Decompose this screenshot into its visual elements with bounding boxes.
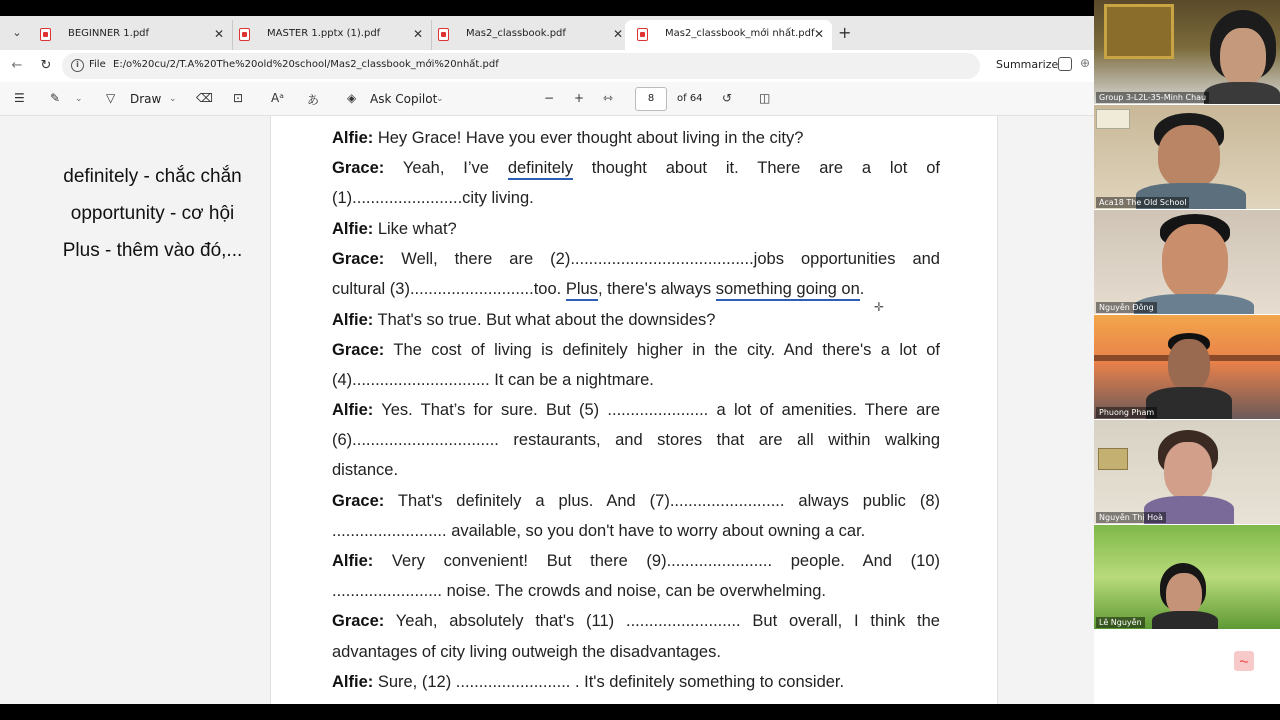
- back-arrow-icon[interactable]: ←: [11, 58, 23, 73]
- painting: [1104, 4, 1174, 59]
- zoom-in-icon[interactable]: +: [574, 91, 585, 105]
- line-text: Well, there are (2)........................................jobs opportunities and: [384, 250, 940, 268]
- dialogue-line: [332, 401, 940, 420]
- address-bar: [0, 50, 1094, 82]
- dialogue-line: [332, 492, 940, 511]
- face: [1158, 125, 1220, 189]
- page-view-icon[interactable]: ◫: [759, 91, 771, 105]
- note-line: opportunity - cơ hội: [70, 203, 235, 224]
- tab-list-chevron-icon[interactable]: ⌄: [12, 26, 22, 39]
- pdf-page: [270, 116, 998, 704]
- text-box-icon[interactable]: ⊡: [233, 91, 244, 105]
- ask-copilot-button[interactable]: Ask Copilot: [370, 92, 438, 106]
- tab-label: MASTER 1.pptx (1).pdf: [267, 28, 381, 39]
- line-text: Yeah, I’ve: [384, 159, 508, 177]
- participant-name: Nguyễn Thị Hoà: [1096, 512, 1166, 523]
- participant-name: Aca18 The Old School: [1096, 197, 1189, 208]
- line-text: That's definitely a plus. And (7)......................... always public (8): [384, 492, 940, 510]
- fit-width-icon[interactable]: ⇿: [603, 91, 614, 105]
- dialogue-line: [332, 220, 940, 239]
- dialogue-line: [332, 250, 940, 269]
- copilot-icon[interactable]: ◈: [347, 91, 357, 105]
- dialogue-line: [332, 311, 940, 330]
- dialogue-line: [332, 673, 940, 692]
- draw-button[interactable]: Draw: [130, 92, 162, 106]
- line-text: Yeah, absolutely that's (11) ......................... But overall, I think the: [384, 612, 940, 630]
- line-text: .: [859, 280, 865, 298]
- video-call-panel: [1094, 0, 1280, 704]
- bottom-border: [0, 704, 1280, 720]
- underlined-phrase: something going on: [716, 280, 860, 301]
- url-scheme-label: File: [89, 59, 106, 70]
- speaker-label: Alfie:: [332, 401, 374, 419]
- speaker-label: Alfie:: [332, 220, 374, 238]
- highlighter-icon[interactable]: ✎: [50, 91, 61, 105]
- chevron-down-icon[interactable]: ⌄: [436, 94, 444, 104]
- tab-mas2-classbook-newest[interactable]: [625, 20, 832, 50]
- refresh-icon[interactable]: ↻: [40, 58, 52, 73]
- line-text: cultural (3)...........................too.: [332, 280, 566, 298]
- annotation-notes: [40, 166, 265, 277]
- line-text: Very convenient! But there (9)....................... people. And (10): [373, 552, 940, 570]
- tab-master[interactable]: [227, 20, 432, 50]
- close-tab-icon[interactable]: ✕: [213, 27, 224, 41]
- translate-icon[interactable]: あ: [307, 93, 320, 107]
- copilot-summarize-icon[interactable]: [1058, 57, 1072, 71]
- close-tab-icon[interactable]: ✕: [412, 27, 423, 41]
- line-text: , there's always: [597, 280, 716, 298]
- close-tab-icon[interactable]: ✕: [813, 27, 824, 41]
- chevron-down-icon[interactable]: ⌄: [75, 94, 83, 104]
- tab-mas2-classbook[interactable]: [426, 20, 631, 50]
- participant-tile[interactable]: [1094, 0, 1280, 104]
- speaker-label: Alfie:: [332, 311, 374, 329]
- participant-tile[interactable]: [1094, 420, 1280, 524]
- speaker-label: Alfie:: [332, 129, 374, 147]
- participant-name: Lê Nguyễn: [1096, 617, 1145, 628]
- dialogue-line: (6)................................ restaurants, and stores that are all within walking: [332, 431, 940, 449]
- dialogue-line: [332, 341, 940, 360]
- dialogue-line: advantages of city living outweigh the disadvantages.: [332, 643, 721, 661]
- speaker-label: Grace:: [332, 341, 385, 359]
- url-text[interactable]: E:/o%20cu/2/T.A%20The%20old%20school/Mas2_classbook_mới%20nhất.pdf: [113, 59, 499, 70]
- line-text: Like what?: [373, 220, 457, 238]
- pdf-icon: [40, 28, 51, 41]
- speaker-label: Grace:: [332, 250, 385, 268]
- pdf-icon: [637, 28, 648, 41]
- mouse-cursor-icon: ✛: [874, 300, 885, 314]
- summarize-button[interactable]: Summarize: [996, 58, 1059, 71]
- speaker-label: Alfie:: [332, 552, 374, 570]
- line-text: thought about it. There are a lot of: [572, 159, 940, 177]
- participant-tile[interactable]: [1094, 525, 1280, 629]
- info-icon[interactable]: i: [71, 59, 84, 72]
- dialogue-line: ......................... available, so you don't have to worry about owning a car.: [332, 522, 866, 540]
- url-field[interactable]: [62, 53, 980, 79]
- body: [1152, 611, 1218, 629]
- tab-label: Mas2_classbook.pdf: [466, 28, 566, 39]
- participant-tile[interactable]: [1094, 210, 1280, 314]
- speaker-label: Grace:: [332, 612, 385, 630]
- dialogue-line: ........................ noise. The crowds and noise, can be overwhelming.: [332, 582, 827, 600]
- face: [1220, 28, 1266, 86]
- page-total-label: of 64: [677, 93, 703, 104]
- participant-tile[interactable]: [1094, 105, 1280, 209]
- line-text: Sure, (12) ......................... . It's definitely something to consider.: [373, 673, 845, 691]
- tab-beginner[interactable]: [28, 20, 233, 50]
- sign: [1096, 109, 1130, 129]
- zoom-icon[interactable]: ⊕: [1080, 56, 1091, 70]
- speaker-label: Grace:: [332, 159, 385, 177]
- rotate-icon[interactable]: ↺: [722, 91, 733, 105]
- dialogue-line: (1)........................city living.: [332, 189, 534, 207]
- top-border: [0, 0, 1094, 16]
- face: [1164, 442, 1212, 500]
- browser-window: [0, 16, 1094, 704]
- dialogue-line: [332, 612, 940, 631]
- body: [1146, 387, 1232, 419]
- contents-list-icon[interactable]: ☰: [14, 91, 25, 105]
- line-text: Hey Grace! Have you ever thought about living in the city?: [373, 129, 804, 147]
- body: [1204, 82, 1280, 104]
- pdf-icon: [438, 28, 449, 41]
- read-aloud-icon[interactable]: Aᵃ: [271, 91, 284, 105]
- dialogue-line: [332, 129, 940, 148]
- dialogue-line: (4).............................. It can be a nightmare.: [332, 371, 654, 389]
- speaker-label: Grace:: [332, 492, 385, 510]
- dialogue-line: [332, 552, 940, 571]
- face: [1162, 224, 1228, 300]
- pdf-toolbar: [0, 82, 1094, 116]
- underlined-word: definitely: [508, 159, 573, 180]
- draw-pen-icon[interactable]: ▽: [106, 91, 116, 105]
- note-line: Plus - thêm vào đó,...: [62, 240, 243, 261]
- pdf-viewer: [0, 116, 1094, 704]
- picture-frame: [1098, 448, 1128, 470]
- line-text: Yes. That’s for sure. But (5) ...................... a lot of amenities. There are: [373, 401, 940, 419]
- underlined-word: Plus: [566, 280, 598, 301]
- tab-label: BEGINNER 1.pdf: [68, 28, 150, 39]
- zoom-out-icon[interactable]: −: [544, 91, 555, 105]
- dialogue-line: [332, 159, 940, 178]
- pdf-icon: [239, 28, 250, 41]
- tab-label: Mas2_classbook_mới nhất.pdf: [665, 28, 815, 39]
- close-tab-icon[interactable]: ✕: [612, 27, 623, 41]
- participant-name: Phuong Pham: [1096, 407, 1157, 418]
- participant-tile[interactable]: [1094, 315, 1280, 419]
- note-line: definitely - chắc chắn: [63, 166, 242, 187]
- face: [1168, 339, 1210, 391]
- tab-bar: [0, 16, 1094, 50]
- line-text: That's so true. But what about the downsides?: [373, 311, 716, 329]
- line-text: The cost of living is definitely higher in the city. And there's a lot of: [384, 341, 940, 359]
- speaker-label: Alfie:: [332, 673, 374, 691]
- new-tab-plus-icon[interactable]: +: [838, 23, 852, 42]
- participant-name: Nguyễn Đông: [1096, 302, 1157, 313]
- participant-name: Group 3-L2L-35-Minh Chau: [1096, 92, 1209, 103]
- chevron-down-icon[interactable]: ⌄: [169, 94, 177, 104]
- dialogue-line: [332, 280, 940, 299]
- acrobat-icon[interactable]: ⏦: [1234, 651, 1254, 671]
- eraser-icon[interactable]: ⌫: [196, 91, 213, 105]
- page-number-input[interactable]: 8: [635, 87, 667, 111]
- dialogue-line: distance.: [332, 461, 399, 479]
